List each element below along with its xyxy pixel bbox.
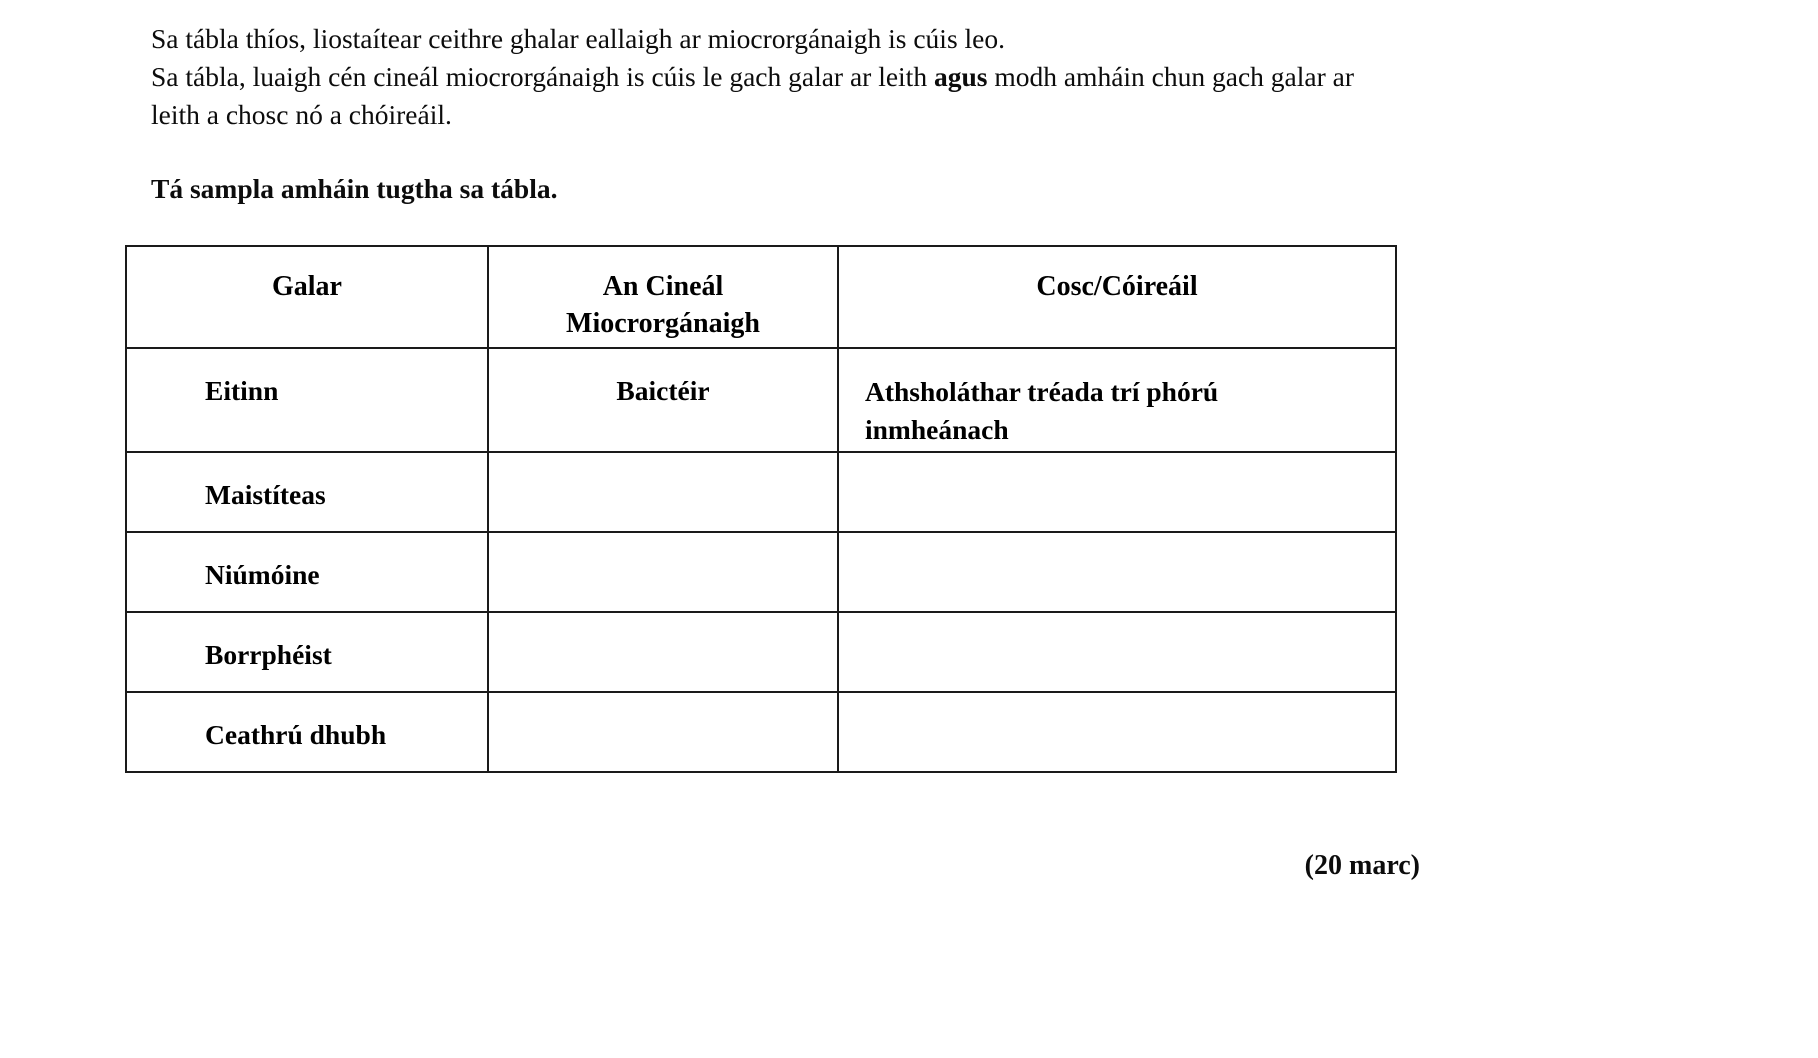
instruction-line-1: Sa tábla thíos, liostaítear ceithre ghalar eallaigh ar miocrorgánaigh is cúis leo. — [151, 23, 1005, 54]
header-label-galar: Galar — [272, 271, 342, 302]
header-cell-cineal-miocrorganaigh — [488, 246, 838, 348]
cell-text-galar: Niúmóine — [205, 559, 320, 590]
cell-text-cosc-line1: Athsholáthar tréada trí phórú — [865, 376, 1219, 407]
cell-text-galar: Eitinn — [205, 375, 279, 406]
header-cell-galar — [126, 246, 488, 348]
instructions-block — [151, 20, 1391, 134]
header-label-cosc-coireail: Cosc/Cóireáil — [1036, 271, 1198, 302]
table-row — [126, 692, 1396, 772]
cell-text-galar: Maistíteas — [205, 479, 326, 510]
cell-text-cineal — [489, 533, 837, 557]
cell-text-galar: Ceathrú dhubh — [205, 719, 387, 750]
cell-text-cineal — [489, 453, 837, 477]
cell-galar-niumoine — [126, 532, 488, 612]
table-row — [126, 532, 1396, 612]
header-label-cineal-line2: Miocrorgánaigh — [566, 308, 760, 339]
cell-text-cosc — [839, 613, 1395, 637]
cell-text-cosc — [839, 693, 1395, 717]
cell-cineal-eitinn[interactable] — [488, 348, 838, 452]
cell-text-cosc — [839, 453, 1395, 477]
cell-cineal-borrpheist[interactable] — [488, 612, 838, 692]
cell-text-cineal — [489, 613, 837, 637]
answer-table-container — [125, 245, 1395, 773]
answer-table — [125, 245, 1397, 773]
cell-text-galar: Borrphéist — [205, 639, 332, 670]
table-row — [126, 612, 1396, 692]
table-header-row — [126, 246, 1396, 348]
cell-text-cosc — [839, 533, 1395, 557]
instruction-emphasis-agus: agus — [933, 61, 988, 92]
cell-text-cosc-line2: inmheánach — [865, 414, 1009, 445]
marks-label: (20 marc) — [1304, 850, 1420, 881]
table-row — [126, 452, 1396, 532]
cell-text-cineal: Baictéir — [616, 375, 710, 406]
table-row — [126, 348, 1396, 452]
cell-galar-borrpheist — [126, 612, 488, 692]
table-header — [126, 246, 1396, 348]
sample-note: Tá sampla amháin tugtha sa tábla. — [151, 173, 558, 204]
cell-galar-eitinn — [126, 348, 488, 452]
cell-cosc-ceathru-dhubh[interactable] — [838, 692, 1396, 772]
cell-cosc-eitinn[interactable] — [838, 348, 1396, 452]
instruction-line-2-part-2: modh amháin chun gach galar ar leith a chosc nó a chóireáil. — [151, 61, 1354, 130]
cell-text-cineal — [489, 693, 837, 717]
cell-galar-ceathru-dhubh — [126, 692, 488, 772]
header-label-cineal-line1: An Cineál — [602, 271, 724, 302]
instruction-line-2-part-1: Sa tábla, luaigh cén cineál miocrorgánaigh is cúis le gach galar ar leith — [151, 61, 934, 92]
table-body — [126, 348, 1396, 772]
instruction-line-2 — [151, 58, 1391, 134]
cell-cosc-niumoine[interactable] — [838, 532, 1396, 612]
cell-cosc-borrpheist[interactable] — [838, 612, 1396, 692]
cell-cineal-maistiteas[interactable] — [488, 452, 838, 532]
cell-cosc-maistiteas[interactable] — [838, 452, 1396, 532]
cell-galar-maistiteas — [126, 452, 488, 532]
cell-cineal-niumoine[interactable] — [488, 532, 838, 612]
cell-cineal-ceathru-dhubh[interactable] — [488, 692, 838, 772]
header-cell-cosc-coireail — [838, 246, 1396, 348]
